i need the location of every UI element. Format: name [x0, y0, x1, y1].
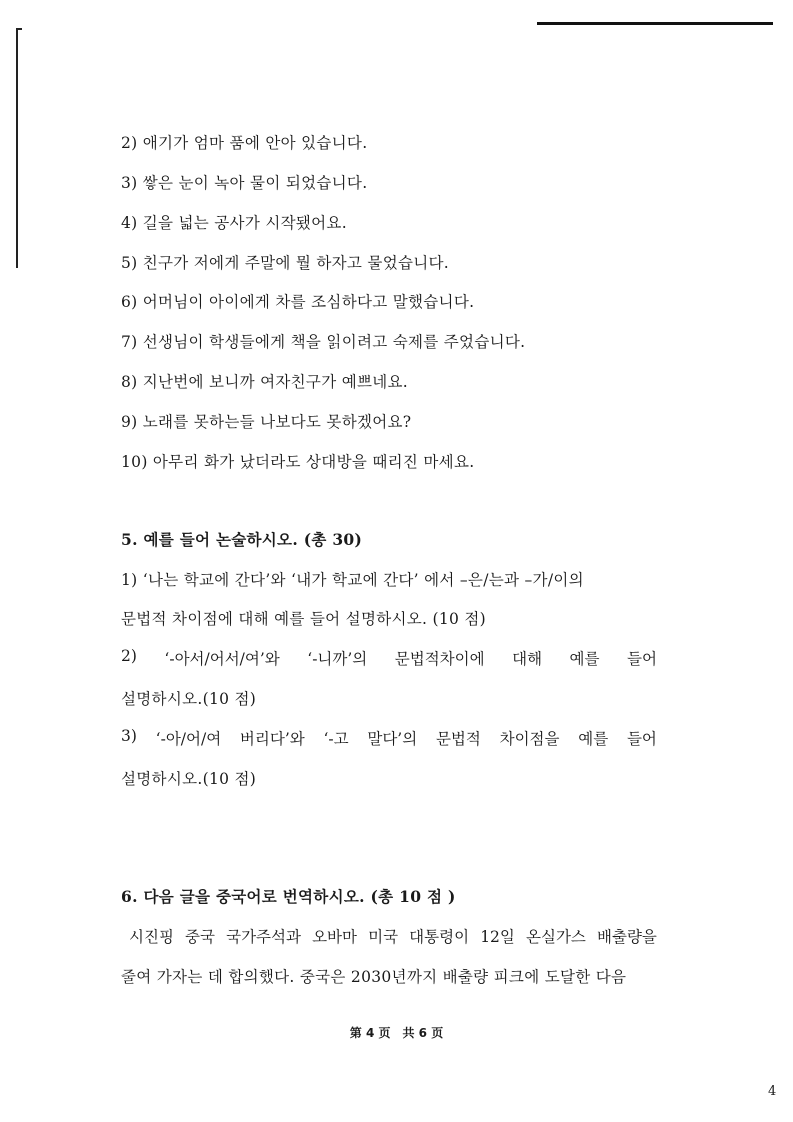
- q4-item-4: 4) 길을 넓는 공사가 시작됐어요.: [121, 214, 347, 232]
- word: 대해: [512, 650, 543, 668]
- section5-q2-line1: [121, 647, 657, 669]
- word: 들어: [626, 730, 657, 748]
- word: 12일: [480, 928, 515, 946]
- word: 미국: [368, 928, 399, 946]
- word: 문법적차이에: [394, 650, 485, 668]
- section5-q2-line2: 설명하시오.(10 점): [121, 690, 257, 708]
- word: 말다’의: [367, 730, 418, 748]
- section6-title: 6. 다음 글을 중국어로 번역하시오. (총 10 점 ): [121, 887, 456, 906]
- word: ‘-아서/어서/여’와: [164, 650, 280, 668]
- q4-item-2: 2) 애기가 엄마 품에 안아 있습니다.: [121, 134, 368, 152]
- word: 시진핑: [129, 928, 174, 946]
- section6-paragraph-line1: [129, 925, 657, 947]
- word: 오바마: [312, 928, 357, 946]
- section5-q3-line2: 설명하시오.(10 점): [121, 770, 257, 788]
- word: 차이점을: [499, 730, 560, 748]
- word: 버리다’와: [239, 730, 305, 748]
- word: 들어: [626, 650, 657, 668]
- word: 국가주석과: [226, 928, 301, 946]
- q4-item-10: 10) 아무리 화가 났더라도 상대방을 때리진 마세요.: [121, 453, 475, 471]
- scan-border-corner: [16, 28, 22, 30]
- section5-q1-line2: 문법적 차이점에 대해 예를 들어 설명하시오. (10 점): [121, 610, 487, 628]
- scan-border-left: [16, 28, 18, 268]
- q4-item-8: 8) 지난번에 보니까 여자친구가 예쁘네요.: [121, 373, 409, 391]
- word: 대통령이: [409, 928, 470, 946]
- word: 배출량을: [597, 928, 657, 946]
- word: ‘-고: [323, 730, 349, 748]
- section5-q1-line1: 1) ‘나는 학교에 간다’와 ‘내가 학교에 간다’ 에서 –은/는과 –가/이의: [121, 571, 584, 589]
- section6-paragraph-line2: 줄여 가자는 데 합의했다. 중국은 2030년까지 배출량 피크에 도달한 다음: [121, 968, 627, 986]
- q4-item-5: 5) 친구가 저에게 주말에 뭘 하자고 물었습니다.: [121, 254, 450, 272]
- q4-item-6: 6) 어머님이 아이에게 차를 조심하다고 말했습니다.: [121, 293, 475, 311]
- word: 3): [121, 727, 137, 745]
- word: ‘-아/어/여: [155, 730, 222, 748]
- word: 문법적: [435, 730, 481, 748]
- q4-item-7: 7) 선생님이 학생들에게 책을 읽이려고 숙제를 주었습니다.: [121, 333, 526, 351]
- q4-item-9: 9) 노래를 못하는들 나보다도 못하겠어요?: [121, 413, 412, 431]
- scan-border-top: [537, 22, 773, 25]
- word: 2): [121, 647, 137, 665]
- word: 예를: [578, 730, 609, 748]
- page-footer: 第 4 页 共 6 页: [349, 1026, 444, 1040]
- word: ‘-니까’의: [307, 650, 368, 668]
- word: 예를: [569, 650, 600, 668]
- word: 온실가스: [526, 928, 586, 946]
- section5-q3-line1: [121, 727, 657, 749]
- page-number: 4: [768, 1084, 777, 1099]
- word: 중국: [185, 928, 215, 946]
- section5-title: 5. 예를 들어 논술하시오. (총 30): [121, 530, 363, 549]
- q4-item-3: 3) 쌓은 눈이 녹아 물이 되었습니다.: [121, 174, 368, 192]
